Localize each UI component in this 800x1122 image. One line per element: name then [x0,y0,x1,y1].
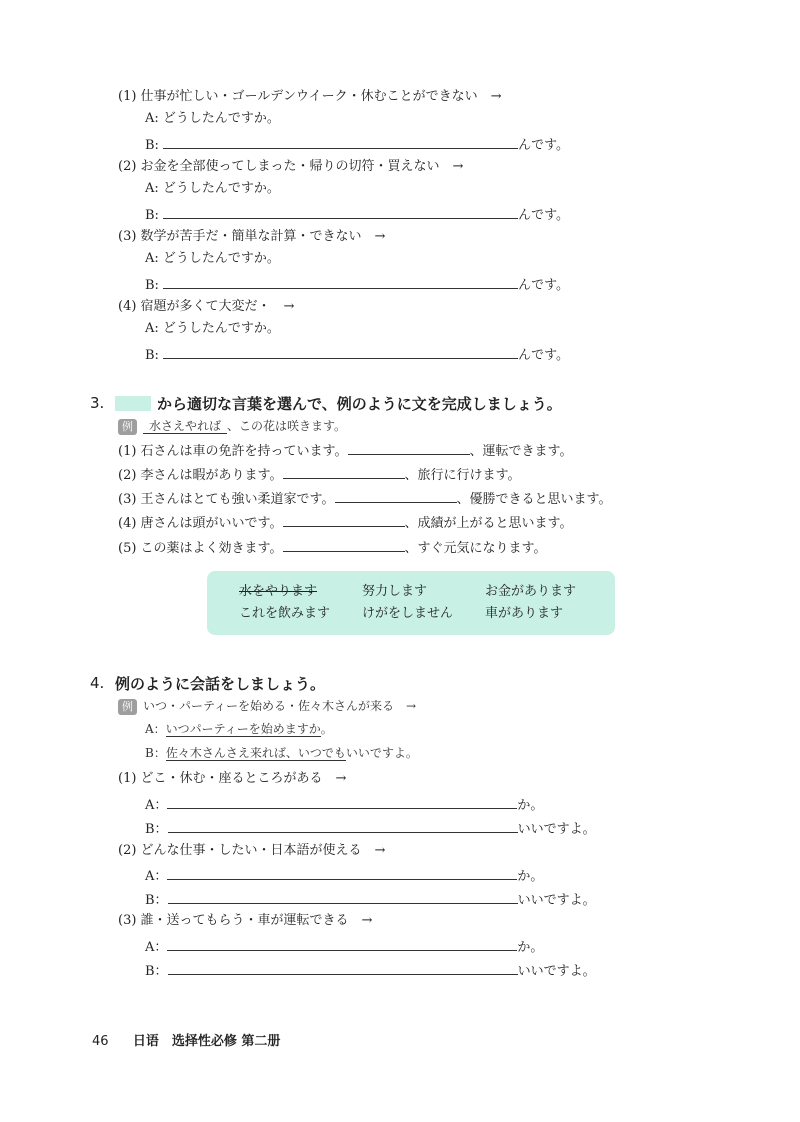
answer-blank[interactable] [283,464,405,479]
s3-item-2: (2) 李さんは暇があります。 、旅行に行けます。 [118,464,520,485]
choice-word: これを飲みます [239,606,331,621]
s3-item-5: (5) この薬はよく効きます。 、すぐ元気になります。 [118,537,546,558]
choice-word: 水をやります [239,584,318,599]
choice-word: お金があります [485,584,577,599]
answer-blank[interactable] [163,134,518,149]
answer-blank[interactable] [163,204,518,219]
example-badge: 例 [118,419,137,435]
answer-blank[interactable] [283,512,405,527]
s4-example-prompt-row: 例 いつ・パーティーを始める・佐々木さんが来る → [118,697,416,715]
section-4-number: 4. [90,674,105,692]
s3-example: 例 水さえやれば 、この花は咲きます。 [118,417,346,435]
answer-blank[interactable] [167,794,517,809]
word-choice-box [207,571,615,635]
answer-blank[interactable] [163,274,518,289]
section-3-heading [115,394,562,414]
answer-blank[interactable] [167,865,517,880]
s4-item-2-a: A： か。 [145,865,543,886]
answer-blank[interactable] [168,889,518,904]
s2-item-1-prompt: (1) 仕事が忙しい・ゴールデンウイーク・休むことができない → [118,89,502,104]
section-4-title: 例のように会話をしましょう。 [115,675,326,693]
s2-item-3-prompt: (3) 数学が苦手だ・簡単な計算・できない → [118,229,386,244]
s2-item-3-b: B: んです。 [145,274,569,295]
s4-item-2-prompt: (2) どんな仕事・したい・日本語が使える → [118,843,386,858]
example-badge: 例 [118,699,137,715]
s4-example-a: A：いつパーティーを始めますか。 [145,722,333,736]
s2-item-4-b: B: んです。 [145,344,569,365]
page-number: 46 [92,1034,109,1049]
s3-item-4: (4) 唐さんは頭がいいです。 、成績が上がると思います。 [118,512,572,533]
answer-blank[interactable] [335,488,457,503]
answer-blank[interactable] [167,936,517,951]
answer-blank[interactable] [168,960,518,975]
s3-item-1: (1) 石さんは車の免許を持っています。 、運転できます。 [118,440,572,461]
page-footer [92,1030,280,1049]
s4-item-1-b: B： いいですよ。 [145,818,596,839]
s4-item-2-b: B： いいですよ。 [145,889,596,910]
s3-example-answer: 水さえやれば [143,419,227,434]
answer-blank[interactable] [168,818,518,833]
s4-item-3-b: B： いいですよ。 [145,960,596,981]
choice-word: 車があります [485,606,564,621]
s4-item-3-prompt: (3) 誰・送ってもらう・車が運転できる → [118,913,373,928]
s2-item-4-prompt: (4) 宿題が多くて大変だ・ → [118,299,295,314]
answer-blank[interactable] [348,440,470,455]
s4-example-b: B：佐々木さんさえ来れば、いつでもいいですよ。 [145,746,418,760]
s3-item-3: (3) 王さんはとても強い柔道家です。 、優勝できると思います。 [118,488,611,509]
s2-item-2-prompt: (2) お金を全部使ってしまった・帰りの切符・買えない → [118,159,464,174]
choice-word: 努力します [362,584,428,599]
s2-item-2-a: A: どうしたんですか。 [145,181,280,196]
s4-item-3-a: A： か。 [145,936,543,957]
s2-item-1-b: B: んです。 [145,134,569,155]
answer-blank[interactable] [163,344,518,359]
s2-item-2-b: B: んです。 [145,204,569,225]
s4-item-1-a: A： か。 [145,794,543,815]
s2-item-4-a: A: どうしたんですか。 [145,321,280,336]
answer-blank[interactable] [283,537,405,552]
choice-word: けがをしません [362,606,454,621]
s2-item-3-a: A: どうしたんですか。 [145,251,280,266]
choice-box-marker [115,396,151,411]
book-title: 日语 选择性必修 第二册 [132,1034,281,1049]
section-3-number: 3. [90,394,105,412]
section-3-title: から適切な言葉を選んで、例のように文を完成しましょう。 [157,395,562,413]
s2-item-1-a: A: どうしたんですか。 [145,111,280,126]
s4-item-1-prompt: (1) どこ・休む・座るところがある → [118,771,347,786]
